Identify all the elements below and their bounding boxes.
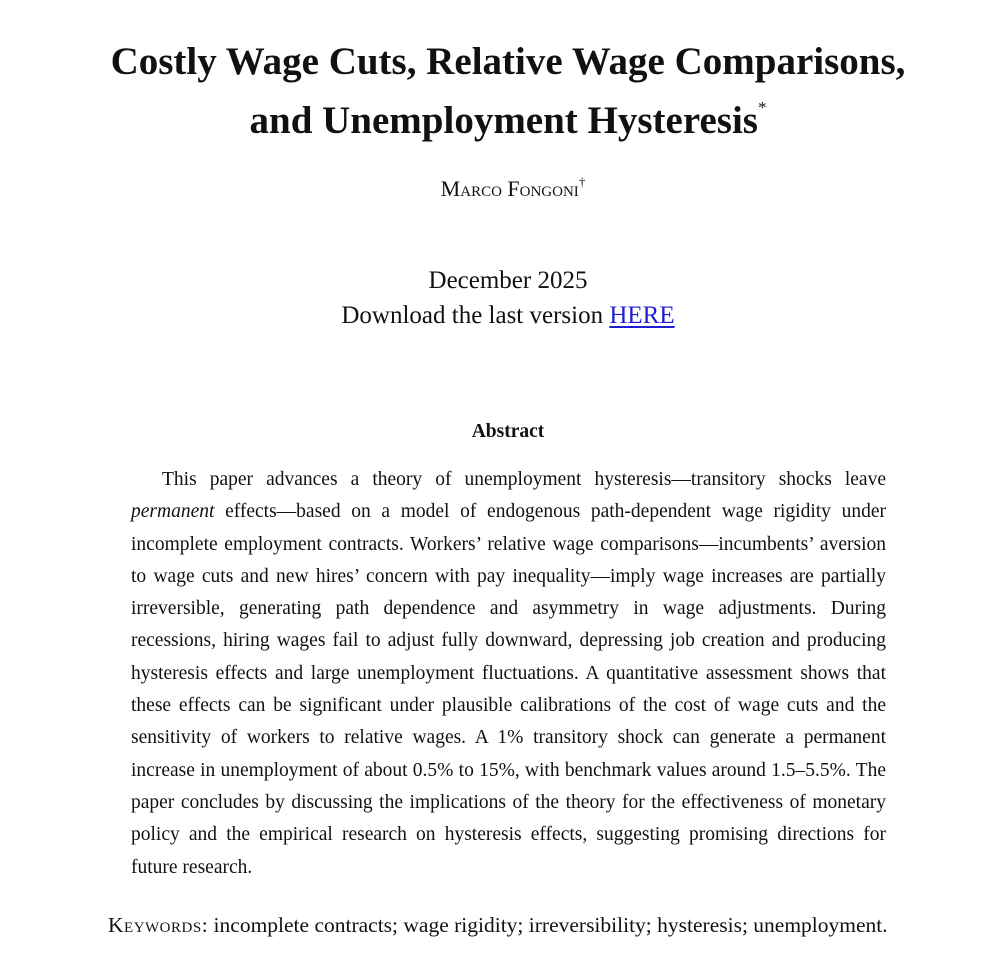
abstract-body xyxy=(131,464,886,884)
author-footnote-mark[interactable]: † xyxy=(578,174,586,189)
keywords xyxy=(75,909,943,942)
abstract-heading: Abstract xyxy=(471,421,545,442)
author-name: Marco Fongoni xyxy=(440,176,579,201)
publication-date: December 2025 xyxy=(428,267,588,294)
keywords-text: incomplete contracts; wage rigidity; irreversibility; hysteresis; unemployment. xyxy=(213,913,888,937)
download-link[interactable]: HERE xyxy=(609,302,675,329)
download-line xyxy=(0,299,1006,333)
download-prefix: Download the last version xyxy=(341,302,610,329)
abstract-emphasis: permanent xyxy=(131,501,215,523)
keywords-label: Keywords: xyxy=(108,913,209,937)
title-line-1: Costly Wage Cuts, Relative Wage Comparisons, xyxy=(110,40,906,83)
title-line-2: and Unemployment Hysteresis xyxy=(249,99,758,142)
abstract-text-start: This paper advances a theory of unemployment hysteresis—transitory shocks leave xyxy=(162,469,886,490)
author-line xyxy=(0,176,1006,202)
title-footnote-mark[interactable]: * xyxy=(757,98,767,117)
abstract-text-rest: effects—based on a model of endogenous path-dependent wage rigidity under incomplete employment contracts. Workers’ relative wage comparisons—incumbents’ aversion to wage cuts and new hires’ concern with pay inequality—imply wage increases are partially irreversible, generating path dependence and asymmetry in wage adjustments. During recessions, hiring wages fail to adjust fully downward, depressing job creation and producing hysteresis effects and large unemployment fluctuations. A quantitative assessment shows that these effects can be significant under plausible calibrations of the cost of wage cuts and the sensitivity of workers to relative wages. A 1% transitory shock can generate a permanent increase in unemployment of about 0.5% to 15%, with benchmark values around 1.5–5.5%. The paper concludes by discussing the implications of the theory for the effectiveness of monetary policy and the empirical research on hysteresis effects, suggesting promising directions for future research. xyxy=(131,501,886,878)
paper-title xyxy=(0,32,1006,150)
